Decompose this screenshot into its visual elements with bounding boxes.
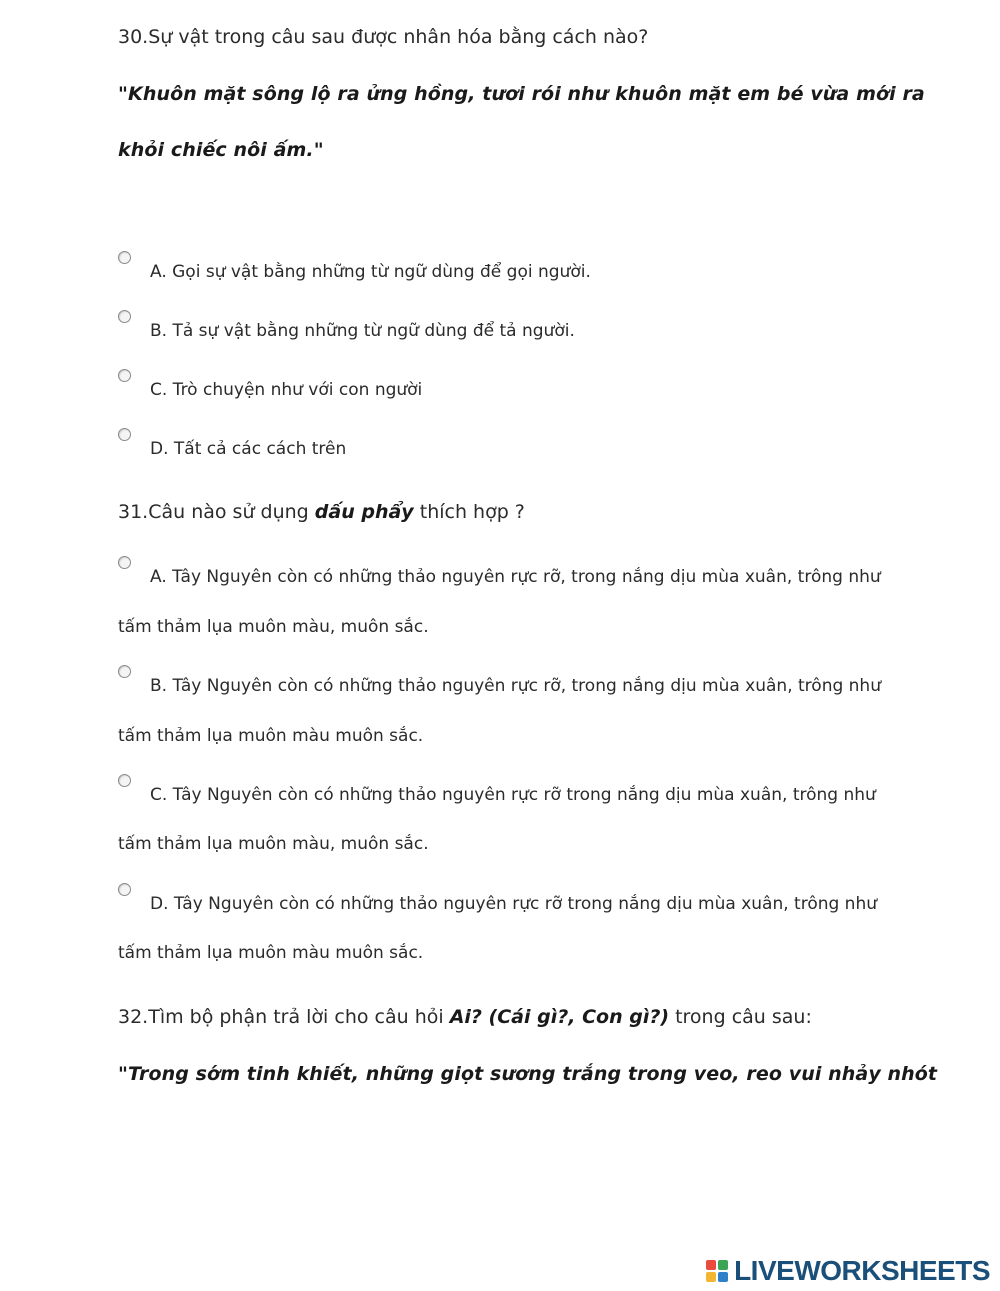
option-label: C. Trò chuyện như với con người: [150, 380, 423, 400]
question-31-title: [118, 501, 525, 523]
option-label: C. Tây Nguyên còn có những thảo nguyên rực rỡ trong nắng dịu mùa xuân, trông như: [150, 785, 876, 805]
option-label: D. Tất cả các cách trên: [150, 439, 347, 459]
title-emphasis: Ai? (Cái gì?, Con gì?): [449, 1006, 670, 1028]
radio-button[interactable]: [118, 883, 131, 896]
option-label: B. Tây Nguyên còn có những thảo nguyên rực rỡ, trong nắng dịu mùa xuân, trông như: [150, 676, 881, 696]
title-text: 31.Câu nào sử dụng: [118, 501, 315, 523]
question-30-title: 30.Sự vật trong câu sau được nhân hóa bằng cách nào?: [118, 26, 649, 48]
question-32-quote-line-1: "Trong sớm tinh khiết, những giọt sương trắng trong veo, reo vui nhảy nhót: [118, 1063, 938, 1085]
title-text: thích hợp ?: [413, 501, 525, 523]
question-31-option-d-continuation: tấm thảm lụa muôn màu muôn sắc.: [118, 943, 424, 963]
option-label: B. Tả sự vật bằng những từ ngữ dùng để tả người.: [150, 321, 575, 341]
radio-button[interactable]: [118, 556, 131, 569]
question-30-quote-line-2: khỏi chiếc nôi ấm.": [118, 139, 324, 161]
question-31-option-c-continuation: tấm thảm lụa muôn màu, muôn sắc.: [118, 834, 429, 854]
radio-button[interactable]: [118, 774, 131, 787]
radio-button[interactable]: [118, 428, 131, 441]
question-31-option-a-continuation: tấm thảm lụa muôn màu, muôn sắc.: [118, 617, 429, 637]
logo-text: LIVEWORKSHEETS: [734, 1255, 990, 1286]
logo-block: [718, 1260, 728, 1270]
logo-block: [718, 1272, 728, 1282]
logo-blocks-icon: [706, 1260, 728, 1282]
question-31-option-b-continuation: tấm thảm lụa muôn màu muôn sắc.: [118, 726, 424, 746]
option-label: A. Tây Nguyên còn có những thảo nguyên rực rỡ, trong nắng dịu mùa xuân, trông như: [150, 567, 881, 587]
radio-button[interactable]: [118, 251, 131, 264]
logo-block: [706, 1272, 716, 1282]
liveworksheets-logo: [706, 1256, 990, 1286]
logo-block: [706, 1260, 716, 1270]
title-text: 32.Tìm bộ phận trả lời cho câu hỏi: [118, 1006, 450, 1028]
radio-button[interactable]: [118, 310, 131, 323]
option-label: A. Gọi sự vật bằng những từ ngữ dùng để gọi người.: [150, 262, 591, 282]
title-emphasis: dấu phẩy: [314, 501, 414, 523]
question-32-title: [118, 1006, 812, 1028]
question-30-quote-line-1: "Khuôn mặt sông lộ ra ửng hồng, tươi rói như khuôn mặt em bé vừa mới ra: [118, 83, 925, 105]
option-label: D. Tây Nguyên còn có những thảo nguyên rực rỡ trong nắng dịu mùa xuân, trông như: [150, 894, 878, 914]
title-text: trong câu sau:: [669, 1006, 812, 1028]
radio-button[interactable]: [118, 369, 131, 382]
radio-button[interactable]: [118, 665, 131, 678]
